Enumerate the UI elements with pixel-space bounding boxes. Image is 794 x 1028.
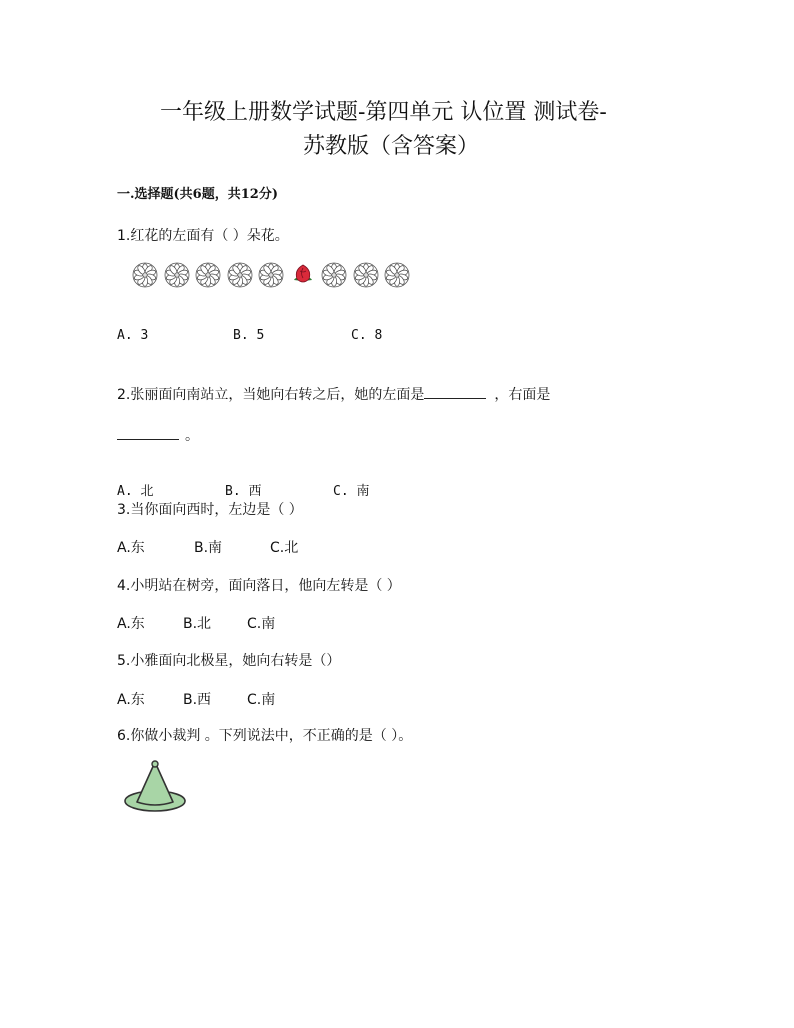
q3-option-c[interactable]: C.北	[270, 540, 299, 556]
q2-text-c: 。	[185, 428, 199, 444]
white-flower-icon	[353, 262, 379, 288]
question-6-text: 6.你做小裁判 。下列说法中，不正确的是（ ）。	[117, 728, 413, 744]
red-flower-icon	[290, 262, 316, 288]
white-flower-icon	[132, 262, 158, 288]
section-heading: 一.选择题(共6题，共12分)	[117, 187, 278, 202]
white-flower-icon	[227, 262, 253, 288]
q2-text-b: ，右面是	[494, 387, 551, 403]
white-flower-icon	[258, 262, 284, 288]
q1-option-b[interactable]: B. 5	[233, 328, 265, 343]
q2-option-a[interactable]: A. 北	[117, 484, 154, 499]
q3-option-b[interactable]: B.南	[194, 540, 223, 556]
white-flower-icon	[164, 262, 190, 288]
q5-option-c[interactable]: C.南	[247, 692, 276, 708]
q5-option-b[interactable]: B.西	[183, 692, 212, 708]
question-2-line1	[117, 384, 550, 404]
page-title-line1: 一年级上册数学试题-第四单元 认位置 测试卷-	[160, 100, 607, 125]
hat-icon	[122, 758, 188, 816]
q2-text-a: 2.张丽面向南站立，当她向右转之后，她的左面是	[117, 387, 425, 403]
q4-option-c[interactable]: C.南	[247, 616, 276, 632]
q1-option-a[interactable]: A. 3	[117, 328, 149, 343]
white-flower-icon	[384, 262, 410, 288]
q2-blank-1[interactable]	[424, 398, 486, 399]
q2-option-b[interactable]: B. 西	[225, 484, 262, 499]
question-2-line2	[117, 425, 199, 445]
q3-option-a[interactable]: A.东	[117, 540, 145, 556]
q1-option-c[interactable]: C. 8	[351, 328, 383, 343]
q2-option-c[interactable]: C. 南	[333, 484, 370, 499]
q2-blank-2[interactable]	[117, 439, 179, 440]
question-5-text: 5.小雅面向北极星，她向右转是（）	[117, 653, 341, 669]
page-title-line2: 苏教版（含答案）	[303, 134, 480, 159]
question-1-text: 1.红花的左面有（ ）朵花。	[117, 228, 289, 244]
question-4-text: 4.小明站在树旁，面向落日，他向左转是（ ）	[117, 578, 401, 594]
q5-option-a[interactable]: A.东	[117, 692, 145, 708]
question-3-text: 3.当你面向西时，左边是（ ）	[117, 502, 303, 518]
q4-option-a[interactable]: A.东	[117, 616, 145, 632]
white-flower-icon	[321, 262, 347, 288]
q4-option-b[interactable]: B.北	[183, 616, 212, 632]
white-flower-icon	[195, 262, 221, 288]
